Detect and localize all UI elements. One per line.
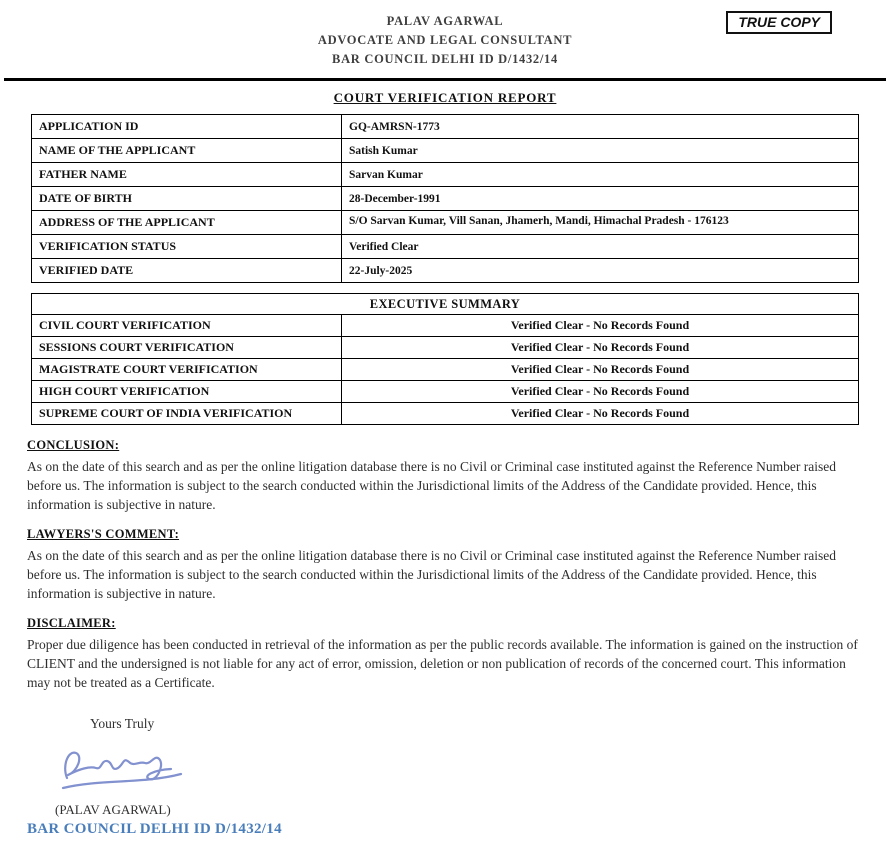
table-row bbox=[32, 259, 859, 283]
table-row bbox=[32, 187, 859, 211]
lawyers-comment-heading: LAWYERS'S COMMENT: bbox=[27, 527, 180, 541]
applicant-name-label: NAME OF THE APPLICANT bbox=[32, 139, 342, 163]
advocate-name: PALAV AGARWAL bbox=[386, 14, 504, 28]
sessions-court-value: Verified Clear - No Records Found bbox=[342, 337, 859, 359]
closing-text: Yours Truly bbox=[90, 716, 155, 731]
advocate-subtitle: ADVOCATE AND LEGAL CONSULTANT bbox=[317, 33, 573, 47]
verification-status-label: VERIFICATION STATUS bbox=[32, 235, 342, 259]
signature-scribble-icon bbox=[55, 740, 205, 798]
signature bbox=[55, 740, 890, 802]
table-row bbox=[32, 337, 859, 359]
disclaimer-heading: DISCLAIMER: bbox=[27, 616, 116, 630]
sessions-court-label: SESSIONS COURT VERIFICATION bbox=[32, 337, 342, 359]
address-value: S/O Sarvan Kumar, Vill Sanan, Jhamerh, Mandi, Himachal Pradesh - 176123 bbox=[342, 211, 859, 235]
father-name-label: FATHER NAME bbox=[32, 163, 342, 187]
application-id-label: APPLICATION ID bbox=[32, 115, 342, 139]
dob-value: 28-December-1991 bbox=[342, 187, 859, 211]
magistrate-court-value: Verified Clear - No Records Found bbox=[342, 359, 859, 381]
executive-summary-table bbox=[31, 293, 859, 425]
executive-summary-title: EXECUTIVE SUMMARY bbox=[32, 294, 859, 315]
conclusion-section bbox=[27, 438, 862, 514]
verified-date-value: 22-July-2025 bbox=[342, 259, 859, 283]
conclusion-body: As on the date of this search and as per the online litigation database there is no Civil or Criminal case instituted against the Reference Number raised before us. The information is subject to the search conducted within the Jurisdictional limits of the Address of the Candidate provided. Hence, this information is subjective in nature. bbox=[27, 459, 837, 512]
disclaimer-section bbox=[27, 616, 862, 692]
supreme-court-label: SUPREME COURT OF INDIA VERIFICATION bbox=[32, 403, 342, 425]
applicant-table bbox=[31, 114, 859, 283]
table-row bbox=[32, 359, 859, 381]
lawyers-comment-body: As on the date of this search and as per the online litigation database there is no Civil or Criminal case instituted against the Reference Number raised before us. The information is subject to the search conducted within the Jurisdictional limits of the Address of the Candidate provided. Hence, this information is subjective in nature. bbox=[27, 548, 837, 601]
lawyers-comment-section bbox=[27, 527, 862, 603]
table-row bbox=[32, 211, 859, 235]
table-row bbox=[32, 235, 859, 259]
high-court-value: Verified Clear - No Records Found bbox=[342, 381, 859, 403]
advocate-bar-id: BAR COUNCIL DELHI ID D/1432/14 bbox=[332, 52, 558, 66]
civil-court-value: Verified Clear - No Records Found bbox=[342, 315, 859, 337]
magistrate-court-label: MAGISTRATE COURT VERIFICATION bbox=[32, 359, 342, 381]
conclusion-heading: CONCLUSION: bbox=[27, 438, 120, 452]
applicant-name-value: Satish Kumar bbox=[342, 139, 859, 163]
verification-status-value: Verified Clear bbox=[342, 235, 859, 259]
footer-bar-id: BAR COUNCIL DELHI ID D/1432/14 bbox=[27, 821, 282, 837]
table-row bbox=[32, 139, 859, 163]
table-row bbox=[32, 381, 859, 403]
civil-court-label: CIVIL COURT VERIFICATION bbox=[32, 315, 342, 337]
table-row bbox=[32, 403, 859, 425]
verified-date-label: VERIFIED DATE bbox=[32, 259, 342, 283]
report-title: COURT VERIFICATION REPORT bbox=[333, 90, 557, 105]
disclaimer-body: Proper due diligence has been conducted in retrieval of the information as per the public records available. The information is gained on the instruction of CLIENT and the undersigned is not liable for any act of error, omission, deletion or non publication of records of the concerned court. This information may not be treated as a Certificate. bbox=[27, 637, 858, 690]
father-name-value: Sarvan Kumar bbox=[342, 163, 859, 187]
dob-label: DATE OF BIRTH bbox=[32, 187, 342, 211]
table-row bbox=[32, 115, 859, 139]
high-court-label: HIGH COURT VERIFICATION bbox=[32, 381, 342, 403]
table-row bbox=[32, 294, 859, 315]
supreme-court-value: Verified Clear - No Records Found bbox=[342, 403, 859, 425]
header-divider bbox=[4, 78, 886, 81]
table-row bbox=[32, 163, 859, 187]
application-id-value: GQ-AMRSN-1773 bbox=[342, 115, 859, 139]
table-row bbox=[32, 315, 859, 337]
true-copy-stamp: TRUE COPY bbox=[726, 11, 832, 34]
address-label: ADDRESS OF THE APPLICANT bbox=[32, 211, 342, 235]
signatory-name: (PALAV AGARWAL) bbox=[55, 802, 171, 817]
